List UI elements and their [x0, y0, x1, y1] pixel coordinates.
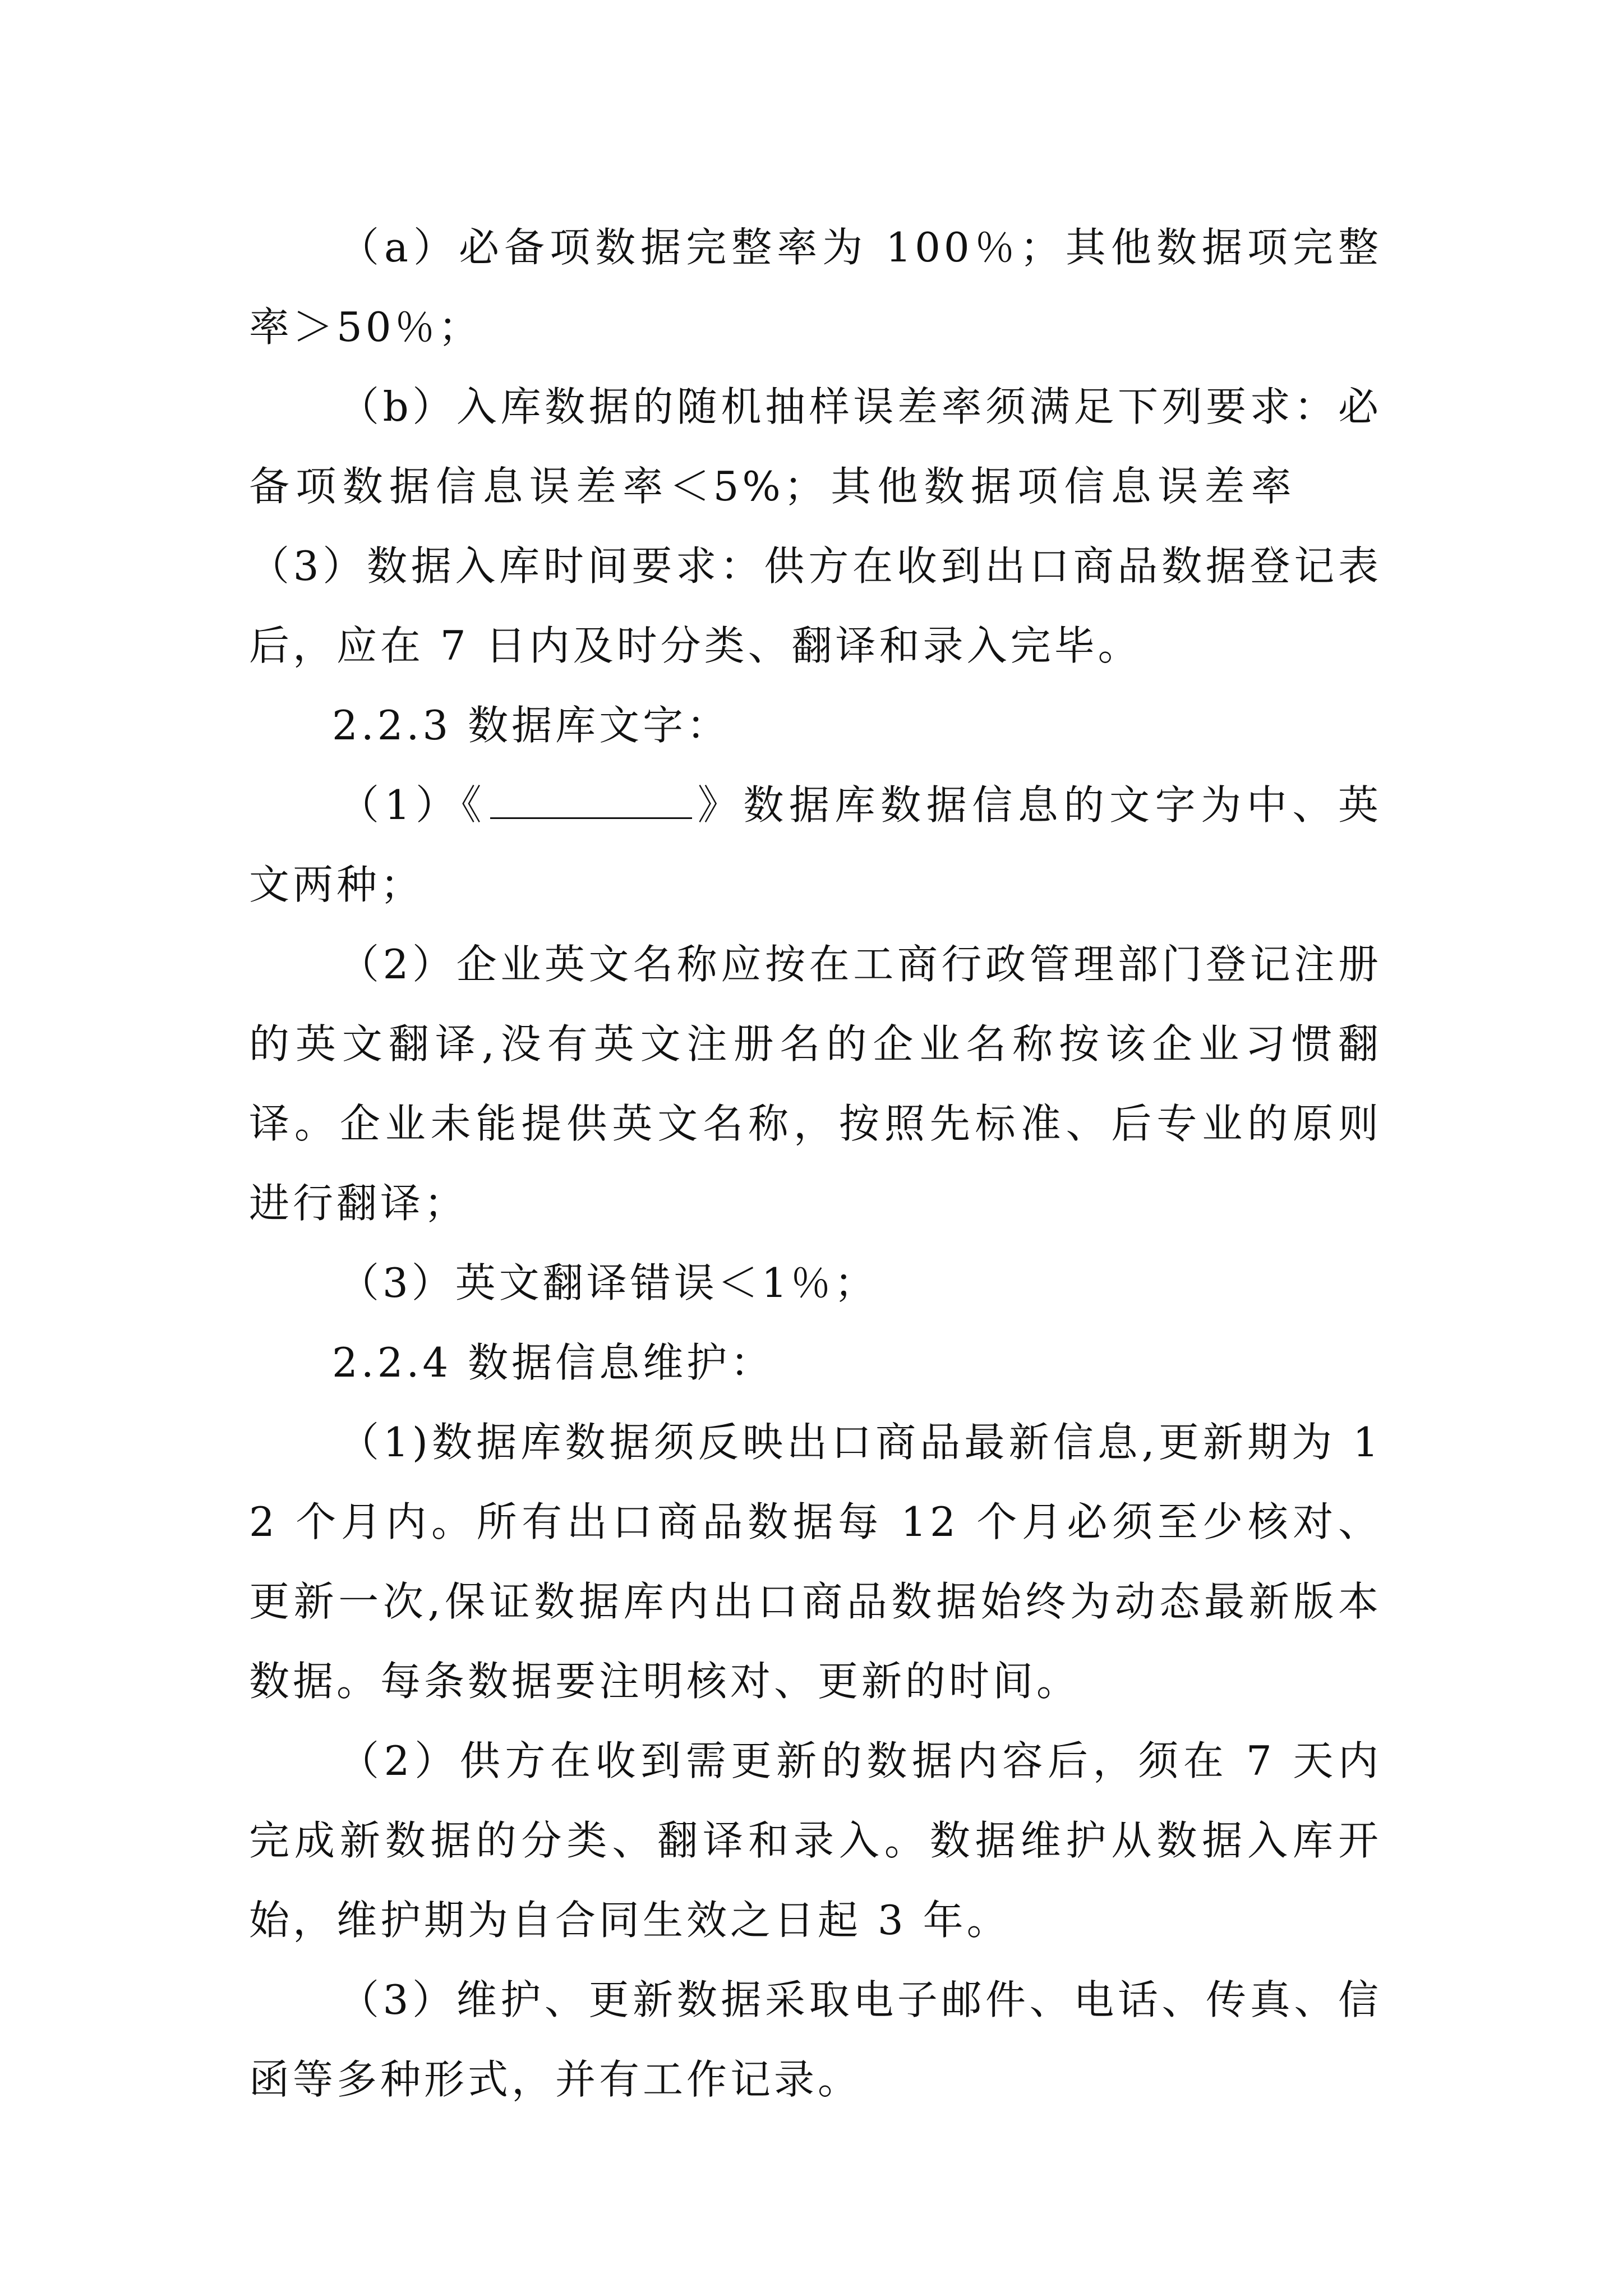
paragraph-update-period-text: （1)数据库数据须反映出口商品最新信息,更新期为 12 个月内。所有出口商品数据每 12 个月必须至少核对、更新一次,保证数据库内出口商品数据始终为动态最新版本数据。每条数据要注明核对、更新的时间。 — [249, 1419, 1382, 1705]
section-heading-2-2-3-text: 2.2.3 数据库文字： — [332, 702, 731, 749]
paragraph-maintenance-methods — [249, 1960, 1382, 2119]
paragraph-entry-time-text: （3）数据入库时间要求：供方在收到出口商品数据登记表后，应在 7 日内及时分类、翻译和录入完毕。 — [249, 542, 1382, 669]
paragraph-maintenance-methods-text: （3）维护、更新数据采取电子邮件、电话、传真、信函等多种形式，并有工作记录。 — [249, 1976, 1382, 2103]
paragraph-translation-error-text: （3）英文翻译错误＜1％； — [339, 1259, 878, 1306]
section-heading-2-2-3 — [249, 685, 1382, 765]
paragraph-error-rate-and-entry-time — [249, 367, 1382, 685]
paragraph-translation-error — [249, 1243, 1382, 1323]
paragraph-maintenance-period — [249, 1721, 1382, 1960]
paragraph-english-name-translation — [249, 924, 1382, 1243]
paragraph-update-period — [249, 1402, 1382, 1721]
paragraph-database-language-pre: （1）《 — [339, 781, 487, 829]
paragraph-database-language — [249, 765, 1382, 924]
paragraph-english-name-translation-text: （2）企业英文名称应按在工商行政管理部门登记注册的英文翻译,没有英文注册名的企业名称按该企业习惯翻译。企业未能提供英文名称，按照先标准、后专业的原则进行翻译； — [249, 941, 1382, 1227]
paragraph-error-rate-text: （b）入库数据的随机抽样误差率须满足下列要求：必备项数据信息误差率＜5%；其他数据项信息误差率 — [249, 383, 1382, 510]
database-name-blank-field[interactable] — [490, 784, 692, 819]
paragraph-maintenance-period-text: （2）供方在收到需更新的数据内容后，须在 7 天内完成新数据的分类、翻译和录入。数据维护从数据入库开始，维护期为自合同生效之日起 3 年。 — [249, 1737, 1382, 1944]
paragraph-completeness-rate — [249, 208, 1382, 367]
section-heading-2-2-4 — [249, 1323, 1382, 1402]
paragraph-completeness-rate-text: （a）必备项数据完整率为 100％；其他数据项完整率＞50％； — [249, 224, 1382, 351]
section-heading-2-2-4-text: 2.2.4 数据信息维护： — [332, 1339, 774, 1386]
document-body — [249, 208, 1382, 2119]
paragraph-database-language-post: 》数据库数据信息的文字为中、英文两种； — [249, 781, 1382, 908]
